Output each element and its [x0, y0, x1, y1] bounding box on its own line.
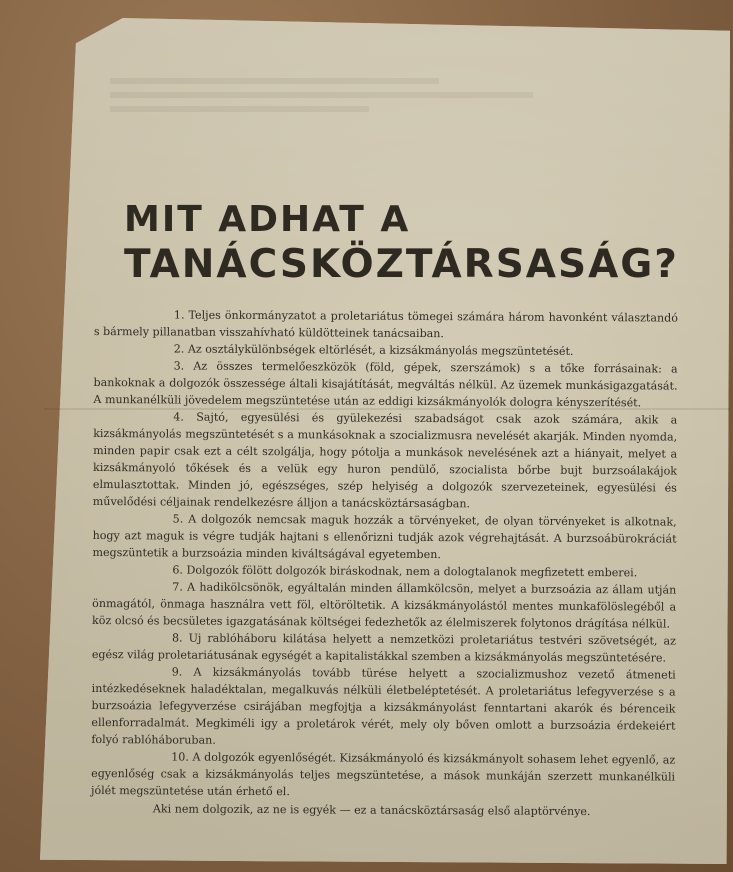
point-3: 3. Az összes termelőeszközök (föld, gépek, szerszámok) s a tőke forrásainak: a bankoknak a dolgozók összessége általi kisajátítását, megváltás nélkül. Az üzemek munkásigazgatását. A munkanélküli jövedelem megszüntetése után az eddigi kizsákmányolók dologra kényszerítését.	[93, 359, 678, 410]
point-9: 9. A kizsákmányolás tovább türése helyett a szocializmushoz vezető átmeneti intézkedéseknek haladéktalan, megalkuvás nélküli életbeléptetését. A proletariátus lefegyverzése s a burzsoázia lefegyverzése csirájában megfojtja a kizsákmányolást fenntartani akarók és bérenceik ellenforradalmát. Megkiméli igy a proletárok vérét, mely oly bőven omlott a burzsoázia érdekeiért folyó rablóháboruban.	[91, 665, 676, 747]
title-line-2: TANÁCSKÖZTÁRSASÁG?	[124, 242, 679, 287]
title-line-1: MIT ADHAT A	[124, 199, 411, 240]
point-8: 8. Uj rablóháboru kilátása helyett a nemzetközi proletariátus testvéri szövetségét, az egész világ proletariátusának egységét a kapitalistákkal szemben a kizsákmányolás megszüntetésére.	[91, 631, 677, 665]
document-title	[124, 198, 684, 288]
point-6: 6. Dolgozók fölött dolgozók biráskodnak, nem a dologtalanok megfizetett emberei.	[172, 563, 638, 580]
point-2: 2. Az osztálykülönbségek eltörlését, a kizsákmányolás megszüntetését.	[173, 342, 574, 358]
point-1: 1. Teljes önkormányzatot a proletariátus tömegei számára három havonként választandó s bármely pillanatban visszahívható küldötteinek tanácsaiban.	[93, 308, 678, 341]
faded-show-through-text	[110, 70, 580, 130]
point-5: 5. A dolgozók nemcsak maguk hozzák a törvényeket, de olyan törvényeket is alkotnak, hogy azt maguk is végre tudják hajtani s ellenőrizni tudják azok végrehajtását. A burzsoábürokráciát megszüntetik a burzsoázia minden kiváltságával egyetemben.	[92, 512, 677, 562]
closing-statement: Aki nem dolgozik, az ne is egyék — ez a tanácsköztársaság első alaptörvénye.	[152, 802, 591, 819]
point-7: 7. A hadikölcsönök, egyáltalán minden államkölcsön, melyet a burzsoázia az állam utján önmagától, önmaga használra vett föl, eltöröltetik. A kizsákmányolástól mentes munkafölöslegéből a köz olcsó és becsületes igazgatásának költségei fedezhetők az élelmiszerek folytonos drágítása nélkül.	[92, 580, 677, 631]
point-4: 4. Sajtó, egyesülési és gyülekezési szabadságot csak azok számára, akik a kizsákmányolás megszüntetését s a munkásoknak a szocializmusra nevelését akarják. Minden nyomda, minden papir csak ezt a célt szolgálja, hogy pótolja a munkások nevelésének azt a hiányait, melyet a kizsákmányoló tőkések és a velük egy huron pendülő, szocialista bőrbe bujt burzsoálakájok elmulasztottak. Minden jó, egészséges, szép helyiség a dolgozók szervezeteinek, egyesülési és művelődési céljainak rendelkezésre álljon a tanácsköztársaságban.	[92, 410, 678, 511]
document-body	[91, 306, 678, 821]
point-10: 10. A dolgozók egyenlőségét. Kizsákmányoló és kizsákmányolt sohasem lehet egyenlő, az egyenlőség csak a kizsákmányolás teljes megszüntetése, a mások munkáján szerzett munkanélküli jólét megszüntetése után érhető el.	[91, 750, 676, 799]
